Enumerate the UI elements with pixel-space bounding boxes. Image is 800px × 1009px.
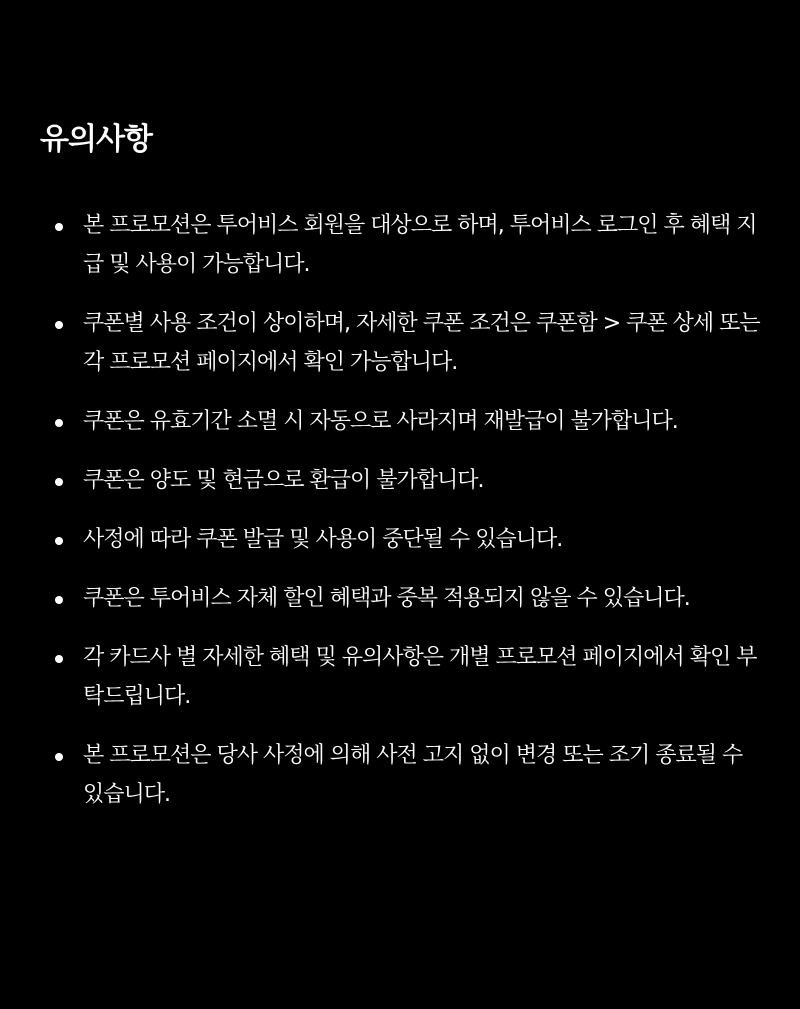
bullet-icon	[55, 223, 63, 231]
bullet-icon	[55, 655, 63, 663]
notice-item	[40, 579, 760, 618]
bullet-icon	[55, 478, 63, 486]
notice-item	[40, 206, 760, 284]
notice-item-text: 각 카드사 별 자세한 혜택 및 유의사항은 개별 프로모션 페이지에서 확인 부탁드립니다.	[83, 645, 757, 709]
notice-section	[40, 118, 760, 834]
bullet-icon	[55, 321, 63, 329]
notice-item	[40, 638, 760, 716]
notice-item-text: 쿠폰은 양도 및 현금으로 환급이 불가합니다.	[83, 468, 484, 493]
bullet-icon	[55, 753, 63, 761]
notice-item	[40, 402, 760, 441]
notice-item-text: 쿠폰은 유효기간 소멸 시 자동으로 사라지며 재발급이 불가합니다.	[83, 409, 678, 434]
notice-item	[40, 520, 760, 559]
notice-item	[40, 304, 760, 382]
notice-item-text: 본 프로모션은 투어비스 회원을 대상으로 하며, 투어비스 로그인 후 혜택 지급 및 사용이 가능합니다.	[83, 213, 757, 277]
notice-item	[40, 736, 760, 814]
notice-title: 유의사항	[40, 122, 152, 157]
notice-item	[40, 461, 760, 500]
notice-item-text: 쿠폰별 사용 조건이 상이하며, 자세한 쿠폰 조건은 쿠폰함 > 쿠폰 상세 또는 각 프로모션 페이지에서 확인 가능합니다.	[83, 311, 760, 375]
notice-item-text: 본 프로모션은 당사 사정에 의해 사전 고지 없이 변경 또는 조기 종료될 수 있습니다.	[83, 743, 743, 807]
notice-item-text: 사정에 따라 쿠폰 발급 및 사용이 중단될 수 있습니다.	[83, 527, 563, 552]
bullet-icon	[55, 419, 63, 427]
bullet-icon	[55, 537, 63, 545]
notice-item-text: 쿠폰은 투어비스 자체 할인 혜택과 중복 적용되지 않을 수 있습니다.	[83, 586, 690, 611]
bullet-icon	[55, 596, 63, 604]
notice-list	[40, 206, 760, 814]
